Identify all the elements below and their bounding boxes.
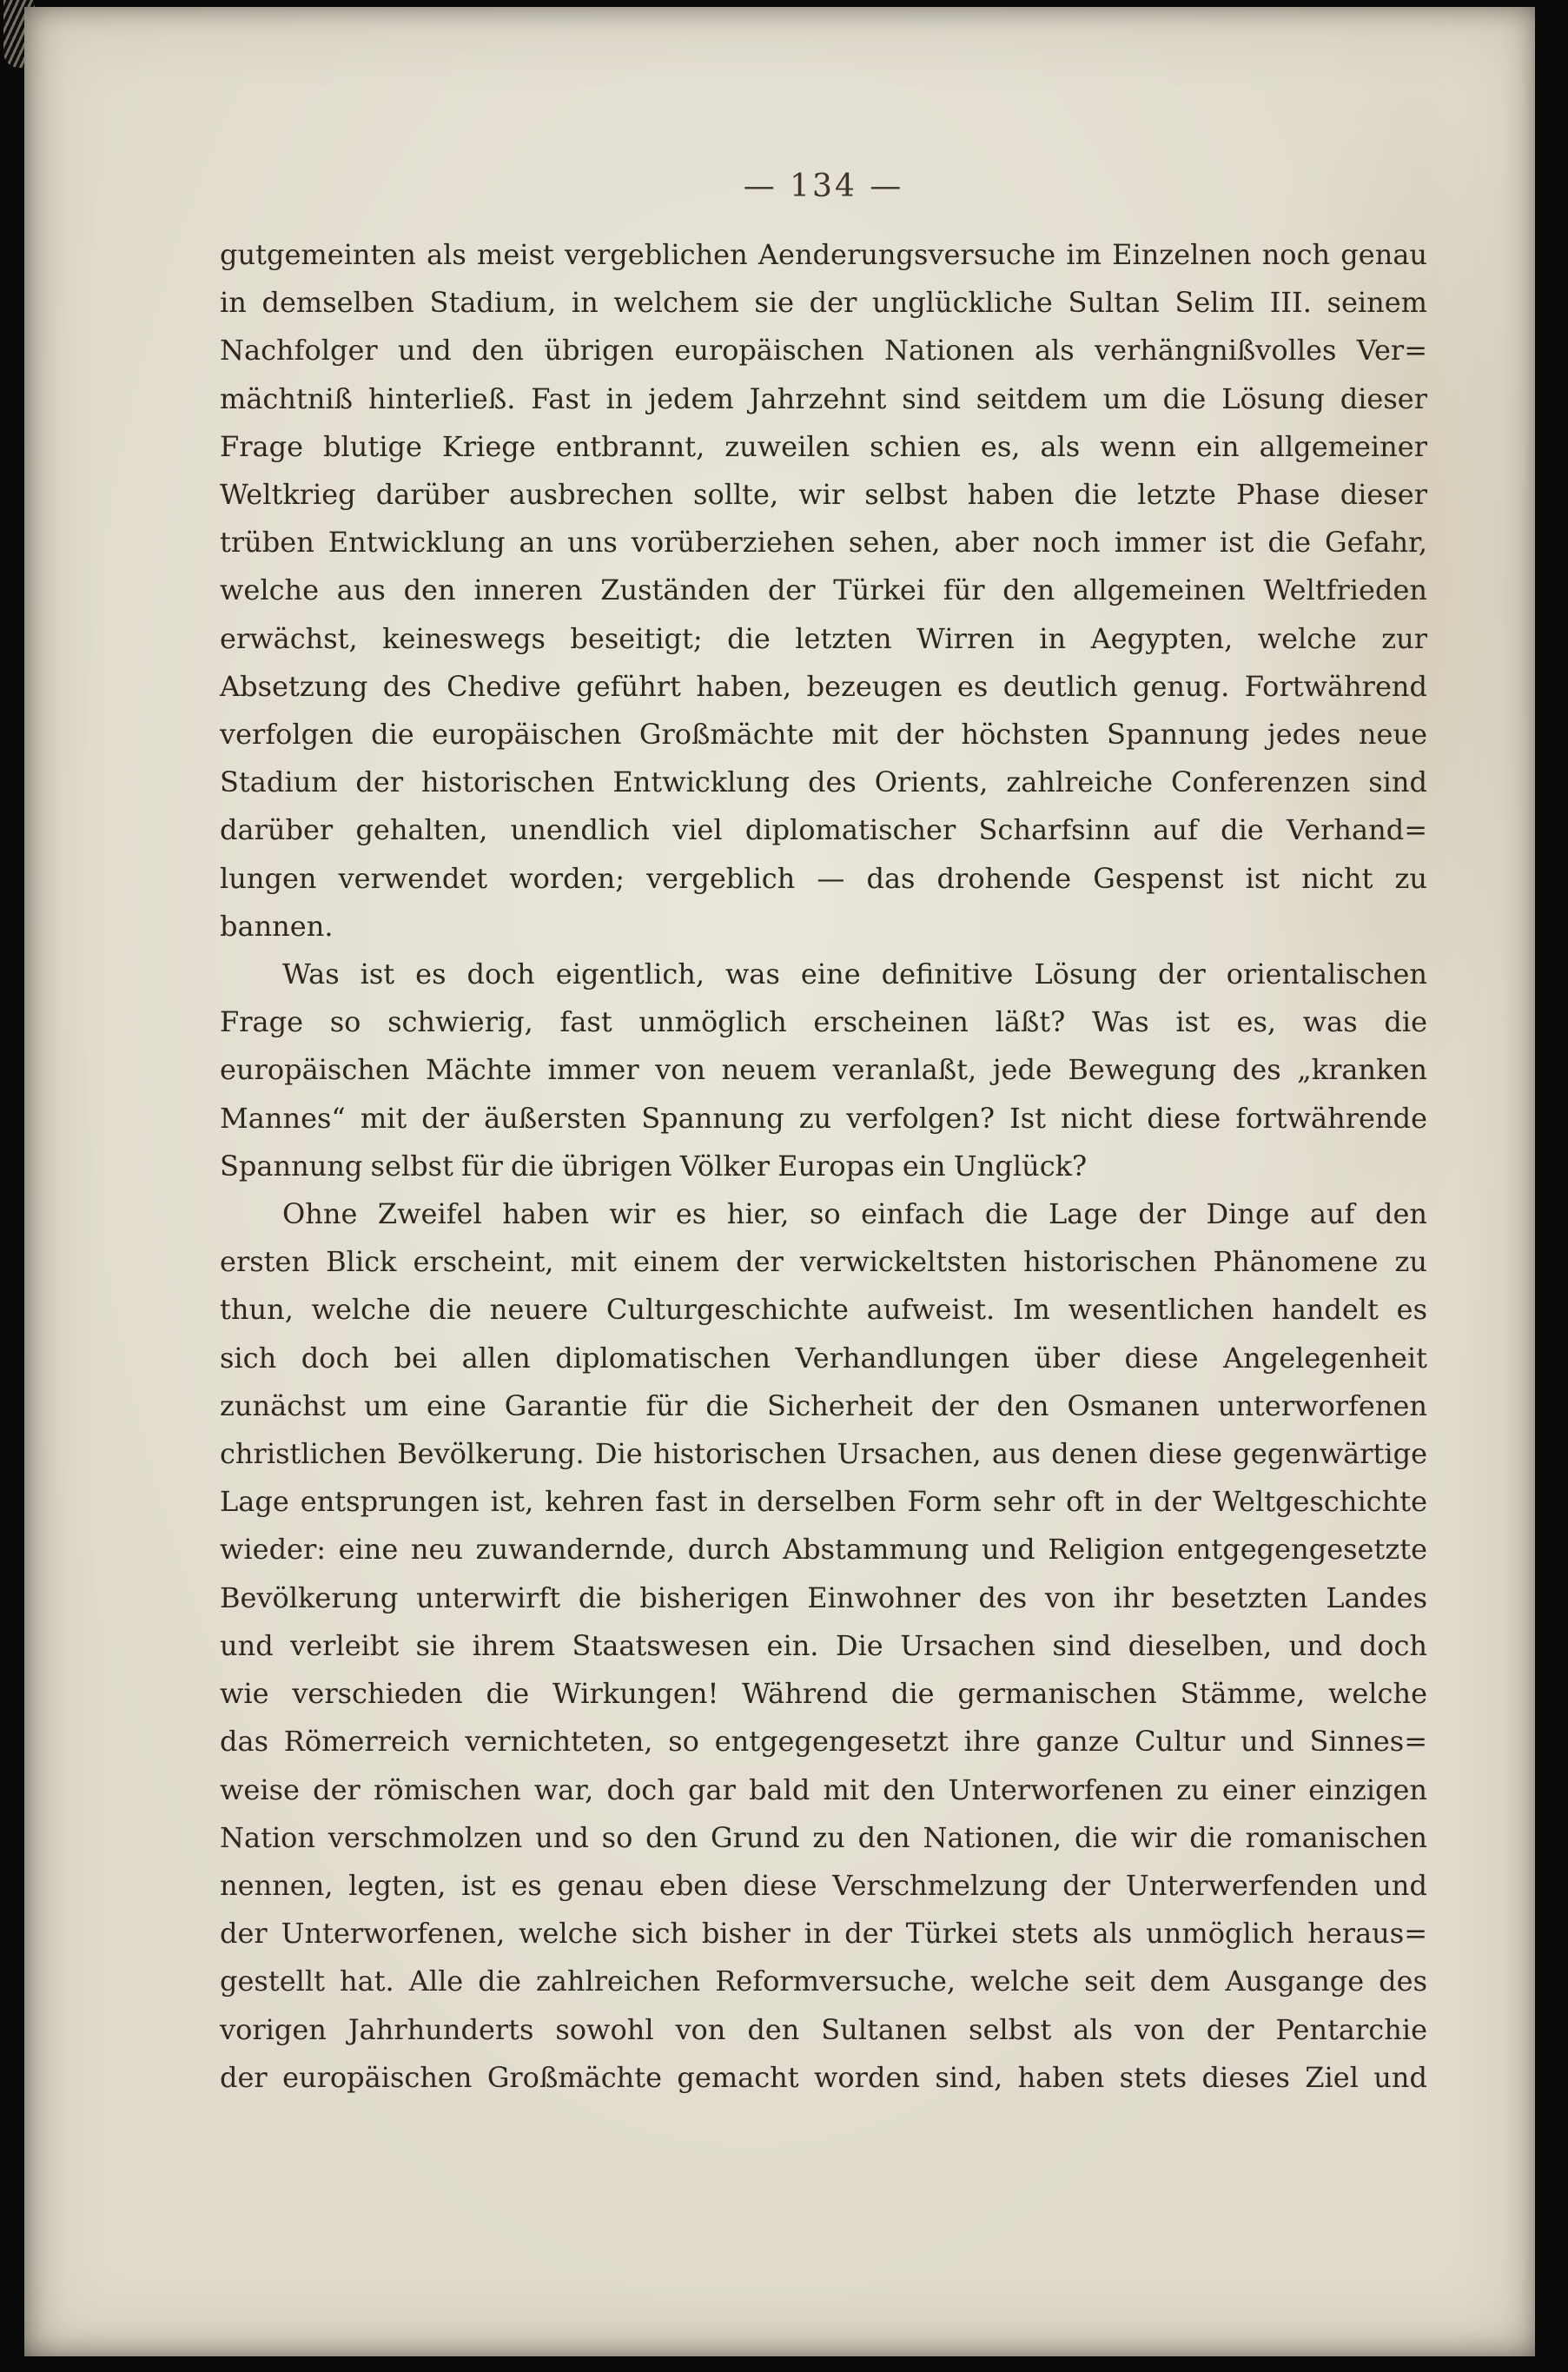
text-line: Stadium der historischen Entwicklung des Orients, zahlreiche Conferenzen sind [220, 765, 1427, 799]
text-line: der europäischen Großmächte gemacht worden sind, haben stets dieses Ziel und [220, 2060, 1427, 2094]
text-line: Absetzung des Chedive geführt haben, bezeugen es deutlich genug. Fortwährend [220, 669, 1427, 703]
text-line: Nation verschmolzen und so den Grund zu den Nationen, die wir die romanischen [220, 1820, 1427, 1854]
page-number-header: — 134 — [743, 169, 904, 204]
text-line: Frage so schwierig, fast unmöglich erscheinen läßt? Was ist es, was die [220, 1005, 1427, 1039]
text-line: christlichen Bevölkerung. Die historischen Ursachen, aus denen diese gegenwärtige [220, 1437, 1427, 1471]
text-line: Lage entsprungen ist, kehren fast in derselben Form sehr oft in der Weltgeschichte [220, 1485, 1427, 1519]
paragraph [220, 1190, 1427, 2102]
text-line: welche aus den inneren Zuständen der Türkei für den allgemeinen Weltfrieden [220, 573, 1427, 607]
text-line: mächtniß hinterließ. Fast in jedem Jahrzehnt sind seitdem um die Lösung dieser [220, 381, 1427, 415]
text-line: Frage blutige Kriege entbrannt, zuweilen schien es, als wenn ein allgemeiner [220, 429, 1427, 463]
text-line: wieder: eine neu zuwandernde, durch Abstammung und Religion entgegengesetzte [220, 1533, 1427, 1567]
text-line: Ohne Zweifel haben wir es hier, so einfach die Lage der Dinge auf den [282, 1197, 1427, 1231]
book-page [24, 7, 1535, 2356]
text-line: Spannung selbst für die übrigen Völker Europas ein Unglück? [220, 1149, 1088, 1183]
text-line: europäischen Mächte immer von neuem veranlaßt, jede Bewegung des „kranken [220, 1053, 1427, 1087]
text-line: nennen, legten, ist es genau eben diese Verschmelzung der Unterwerfenden und [220, 1868, 1427, 1902]
text-line: Weltkrieg darüber ausbrechen sollte, wir selbst haben die letzte Phase dieser [220, 478, 1427, 512]
text-line: Nachfolger und den übrigen europäischen Nationen als verhängnißvolles Ver= [220, 334, 1427, 368]
text-line: sich doch bei allen diplomatischen Verhandlungen über diese Angelegenheit [220, 1341, 1427, 1375]
text-line: der Unterworfenen, welche sich bisher in der Türkei stets als unmöglich heraus= [220, 1917, 1427, 1951]
text-line: gestellt hat. Alle die zahlreichen Reformversuche, welche seit dem Ausgange des [220, 1965, 1427, 1998]
text-line: vorigen Jahrhunderts sowohl von den Sultanen selbst als von der Pentarchie [220, 2012, 1427, 2046]
paragraph [220, 951, 1427, 1190]
paragraph [220, 231, 1427, 951]
text-line: thun, welche die neuere Culturgeschichte aufweist. Im wesentlichen handelt es [220, 1293, 1427, 1327]
text-line: zunächst um eine Garantie für die Sicherheit der den Osmanen unterworfenen [220, 1388, 1427, 1422]
text-line: wie verschieden die Wirkungen! Während die germanischen Stämme, welche [220, 1677, 1427, 1711]
text-line: darüber gehalten, unendlich viel diplomatischer Scharfsinn auf die Verhand= [220, 813, 1427, 847]
text-line: bannen. [220, 909, 334, 943]
text-line: ersten Blick erscheint, mit einem der verwickeltsten historischen Phänomene zu [220, 1245, 1427, 1279]
text-line: Was ist es doch eigentlich, was eine definitive Lösung der orientalischen [282, 957, 1427, 991]
text-line: Mannes“ mit der äußersten Spannung zu verfolgen? Ist nicht diese fortwährende [220, 1101, 1427, 1135]
text-line: gutgemeinten als meist vergeblichen Aenderungsversuche im Einzelnen noch genau [220, 238, 1427, 271]
text-line: trüben Entwicklung an uns vorüberziehen sehen, aber noch immer ist die Gefahr, [220, 526, 1427, 560]
text-line: in demselben Stadium, in welchem sie der unglückliche Sultan Selim III. seinem [220, 286, 1427, 320]
text-line: Bevölkerung unterwirft die bisherigen Einwohner des von ihr besetzten Landes [220, 1580, 1427, 1614]
text-line: verfolgen die europäischen Großmächte mit der höchsten Spannung jedes neue [220, 718, 1427, 752]
text-line: das Römerreich vernichteten, so entgegengesetzt ihre ganze Cultur und Sinnes= [220, 1725, 1427, 1759]
text-line: lungen verwendet worden; vergeblich — das drohende Gespenst ist nicht zu [220, 861, 1427, 895]
text-line: und verleibt sie ihrem Staatswesen ein. Die Ursachen sind dieselben, und doch [220, 1628, 1427, 1662]
text-line: erwächst, keineswegs beseitigt; die letzten Wirren in Aegypten, welche zur [220, 621, 1427, 655]
page-text [220, 231, 1427, 2102]
text-line: weise der römischen war, doch gar bald mit den Unterworfenen zu einer einzigen [220, 1772, 1427, 1806]
